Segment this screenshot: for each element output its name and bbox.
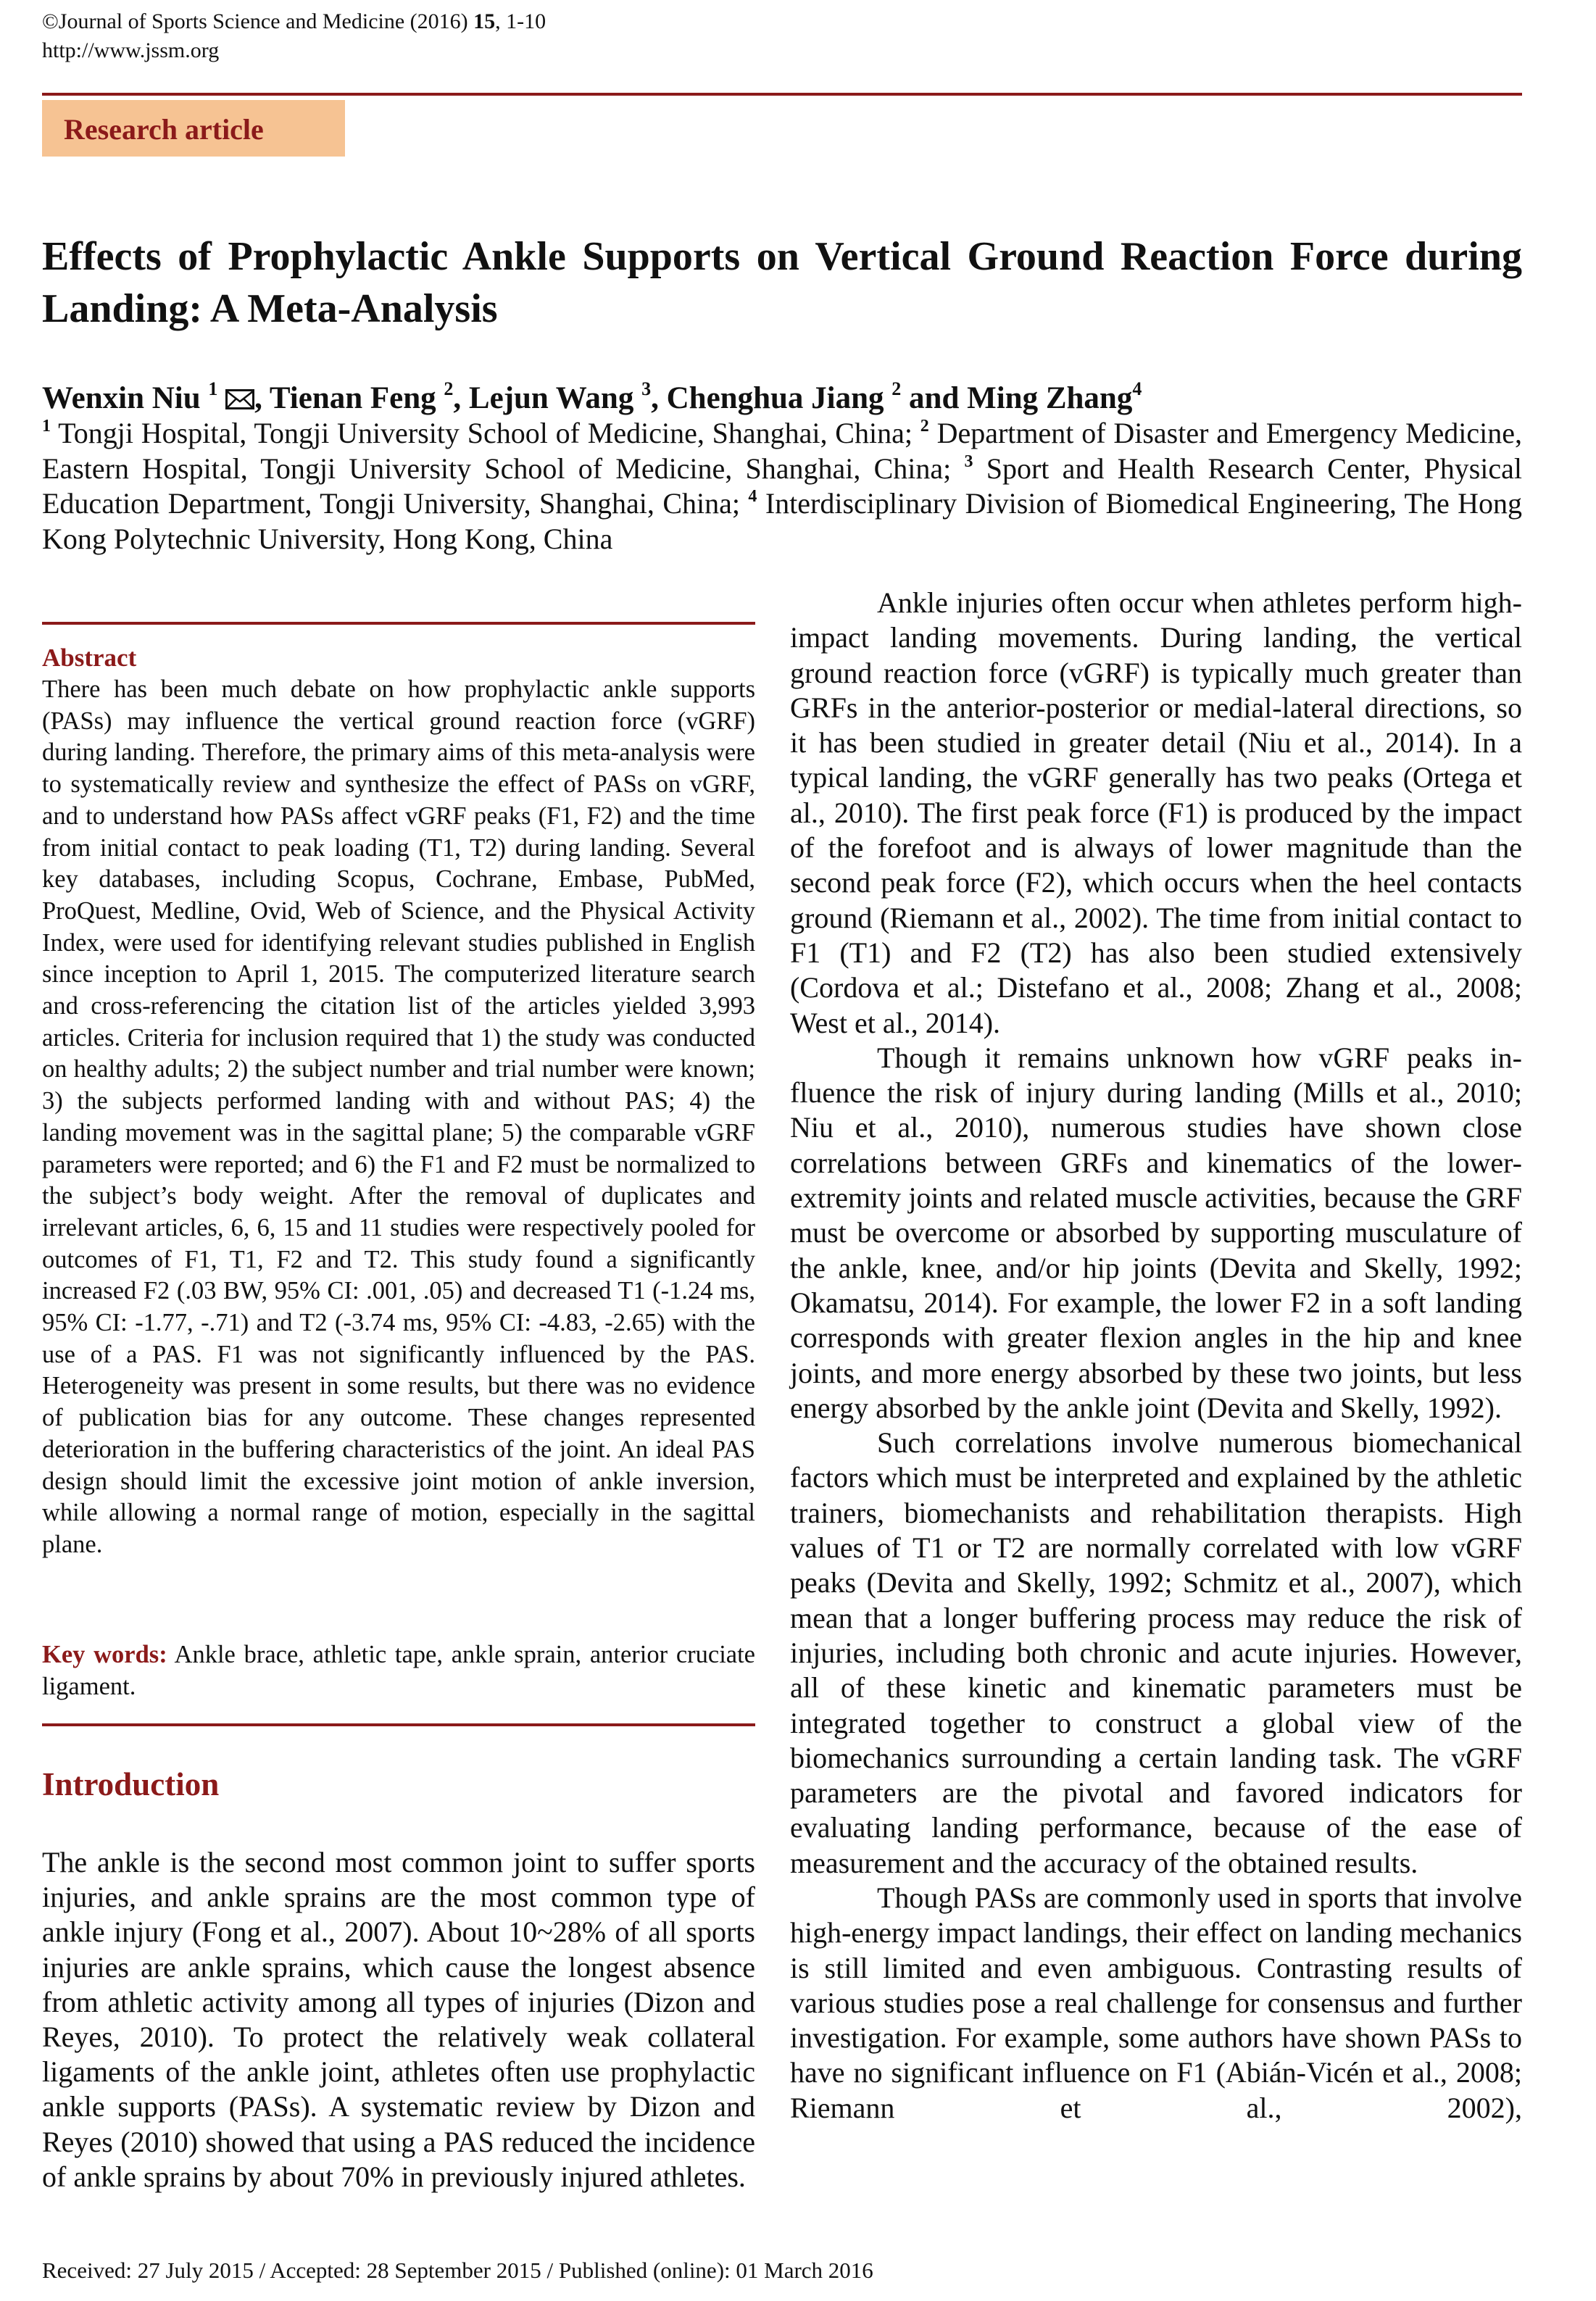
keywords <box>42 1639 755 1702</box>
body-paragraph: Such correlations involve numerous biomechanical factors which must be interpreted and explained by the athletic trainers, biomechanists and rehabilitation therapists. High values of T1 or T2 are normally correlated with low vGRF peaks (Devita and Skelly, 1992; Schmitz et al., 2007), which mean that a longer buffering process may reduce the risk of injuries, including both chronic and acute injuries. However, all of these kinetic and kinematic parameters must be integrated together to construct a global view of the biomechanics surrounding a certain landing task. The vGRF parameters are the pivotal and favored indicators for evaluating landing performance, because of the ease of measurement and the accuracy of the obtained results. <box>790 1426 1522 1879</box>
body-paragraph: Ankle injuries often occur when athletes perform high-impact landing movements. During landing, the vertical ground reaction force (vGRF) is typically much greater than GRFs in the anterior-posterior or medial-lateral directions, so it has been studied in greater detail (Niu et al., 2014). In a typical landing, the vGRF generally has two peaks (Ortega et al., 2010). The first peak force (F1) is produced by the impact of the forefoot and is always of lower magnitude than the second peak force (F2), which occurs when the heel contacts ground (Riemann et al., 2002). The time from initial contact to F1 (T1) and F2 (T2) has also been studied extensively (Cordova et al.; Distefano et al., 2008; Zhang et al., 2008; West et al., 2014). <box>790 586 1522 1039</box>
right-column <box>790 586 1522 2126</box>
body-paragraph: Though it remains unknown how vGRF peaks influence the risk of injury during landing (Mills et al., 2010; Niu et al., 2010), numerous studies have shown close correlations between GRFs and kinematics of the lower-extremity joints and related muscle activities, because the GRF must be overcome or absorbed by supporting musculature of the ankle, knee, and/or hip joints (Devita and Skelly, 1992; Okamatsu, 2014). For example, the lower F2 in a soft landing corresponds with greater flexion angles in the hip and knee joints, and more energy absorbed by these two joints, but less energy absorbed by the ankle joint (Devita and Skelly, 1992). <box>790 1041 1522 1424</box>
affiliation-text: Department of Disaster and Emergency Medicine, Eastern Hospital, Tongji University School of Medicine, Shanghai, China; <box>42 417 1523 485</box>
affiliation-text: Tongji Hospital, Tongji University School of Medicine, Shanghai, China; <box>58 417 920 449</box>
author-name: Chenghua Jiang <box>666 381 884 415</box>
author-sup: 3 <box>641 378 652 399</box>
abstract-text: There has been much debate on how prophylactic ankle supports (PASs) may influence the vertical ground reaction force (vGRF) during landing. Therefore, the primary aims of this meta-analysis were to systematically review and synthesize the effect of PASs on vGRF, and to understand how PASs affect vGRF peaks (F1, F2) and the time from initial contact to peak loading (T1, T2) during landing. Several key databases, including Scopus, Cochrane, Embase, PubMed, ProQuest, Medline, Ovid, Web of Science, and the Physical Activity Index, were used for identifying relevant studies published in English since inception to April 1, 2015. The computerized literature search and cross-referencing the citation list of the articles yielded 3,993 articles. Criteria for inclusion required that 1) the study was conducted on healthy adults; 2) the subject number and trial number were known; 3) the subjects performed landing with and without PAS; 4) the landing movement was in the sagittal plane; 5) the comparable vGRF parameters were reported; and 6) the F1 and F2 must be normalized to the subject’s body weight. After the removal of duplicates and irrelevant articles, 6, 6, 15 and 11 studies were respectively pooled for outcomes of F1, T1, F2 and T2. This study found a significantly increased F2 (.03 BW, 95% CI: .001, .05) and decreased T1 (-1.24 ms, 95% CI: -1.77, -.71) and T2 (-3.74 ms, 95% CI: -4.83, -2.65) with the use of a PAS. F1 was not significantly influenced by the PAS. Heterogeneity was present in some results, but there was no evidence of publication bias for any outcome. These changes represented deterioration in the buffering characteristics of the joint. An ideal PAS design should limit the excessive joint motion of ankle inversion, while allowing a normal range of motion, especially in the sagittal plane. <box>42 675 755 1558</box>
author-separator: and <box>901 381 968 415</box>
author-separator: , <box>651 381 667 415</box>
affiliation-sup: 2 <box>920 417 929 436</box>
article-type-label: Research article <box>64 113 264 146</box>
envelope-icon[interactable] <box>225 389 254 409</box>
author-list <box>42 377 1522 420</box>
author-sup: 1 <box>208 378 218 399</box>
intro-paragraph: The ankle is the second most common joint to suffer sports injuries, and ankle sprains are the most common type of ankle injury (Fong et al., 2007). About 10~28% of all sports injuries are ankle sprains, which cause the longest absence from athletic activity among all types of injuries (Dizon and Reyes, 2010). To protect the relatively weak collateral ligaments of the ankle joint, athletes often use prophylactic ankle supports (PASs). A systematic review by Dizon and Reyes (2010) showed that using a PAS reduced the incidence of ankle sprains by about 70% in previously injured athletes. <box>42 1846 755 2193</box>
author-name: Tienan Feng <box>269 381 436 415</box>
affiliation-text: Interdisciplinary Division of Biomedical Engineering, The Hong Kong Polytechnic University, Hong Kong, China <box>42 487 1523 555</box>
author-sup: 4 <box>1132 378 1142 399</box>
affiliation-sup: 3 <box>964 452 973 471</box>
author-separator: , <box>453 381 469 415</box>
publication-dates: Received: 27 July 2015 / Accepted: 28 September 2015 / Published (online): 01 March 2016 <box>42 2258 873 2283</box>
affiliation-sup: 1 <box>42 417 51 436</box>
author-sup: 2 <box>891 378 902 399</box>
author-name: Lejun Wang <box>468 381 634 415</box>
author-name: Ming Zhang <box>967 381 1133 415</box>
journal-header <box>42 7 546 65</box>
affiliation-text: Sport and Health Research Center, Physical Education Department, Tongji University, Shanghai, China; <box>42 452 1522 520</box>
author-name: Wenxin Niu <box>42 381 201 415</box>
author-sup: 2 <box>444 378 454 399</box>
body-paragraph: Though PASs are commonly used in sports that involve high-energy impact landings, their effect on landing mechanics is still limited and even ambiguous. Contrasting results of various studies pose a real challenge for consensus and further investigation. For example, some authors have shown PASs to have no significant influence on F1 (Abián-Vicén et al., 2008; Riemann et al., 2002), <box>790 1881 1522 2124</box>
section-heading-introduction: Introduction <box>42 1766 220 1802</box>
author-separator: , <box>254 381 270 415</box>
affiliations <box>42 416 1522 557</box>
journal-url[interactable]: http://www.jssm.org <box>42 38 220 62</box>
article-title: Effects of Prophylactic Ankle Supports on Vertical Ground Reaction Force during Landing: A Meta-Analysis <box>42 234 1522 331</box>
affiliation-sup: 4 <box>748 487 757 506</box>
abstract-top-rule <box>42 622 755 625</box>
abstract-bottom-rule <box>42 1723 755 1726</box>
volume-number: 15 <box>473 9 496 33</box>
abstract-heading: Abstract <box>42 644 137 672</box>
header-rule <box>42 93 1522 96</box>
keywords-text: Ankle brace, athletic tape, ankle sprain, anterior cruciate ligament. <box>42 1641 755 1700</box>
journal-citation: ©Journal of Sports Science and Medicine (2016) 15, 1-10 <box>42 9 546 33</box>
article-type-badge <box>42 100 345 157</box>
keywords-label: Key words: <box>42 1641 167 1668</box>
